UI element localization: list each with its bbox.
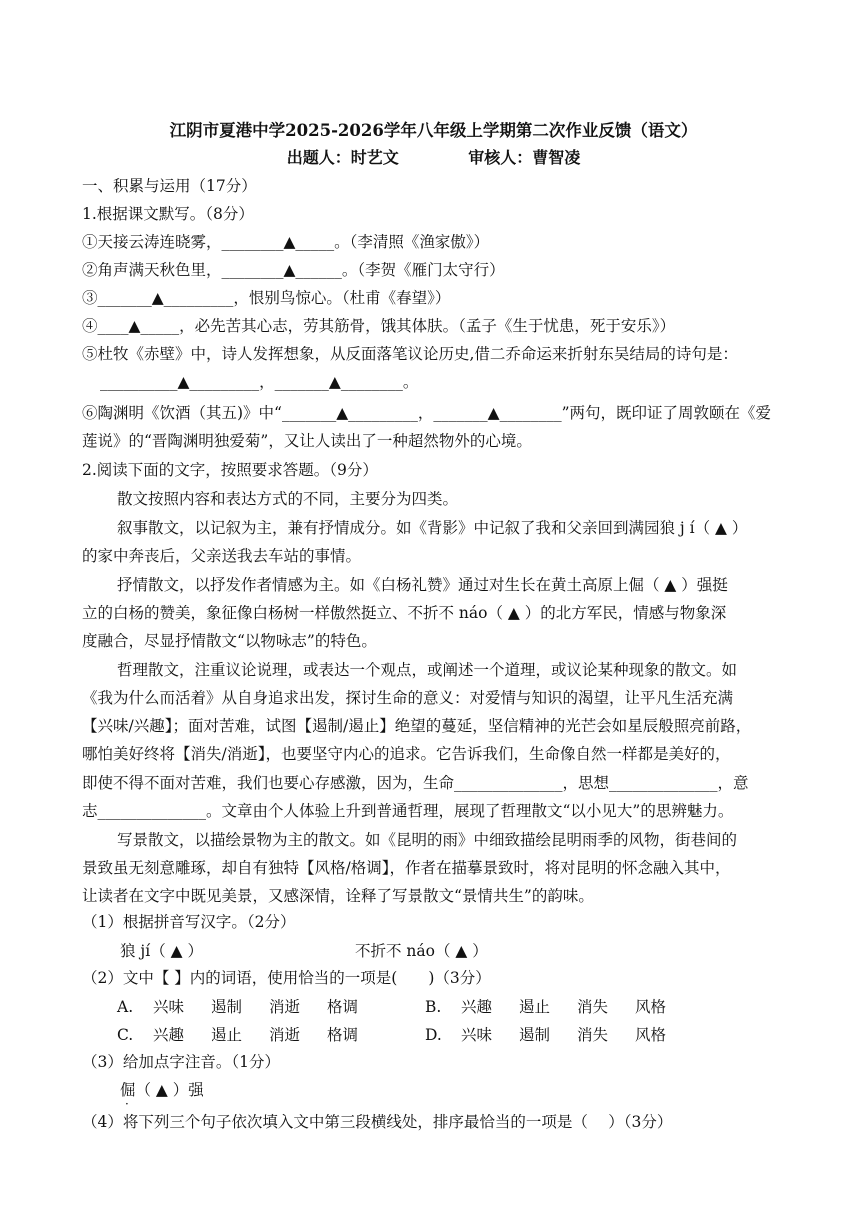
option-a-word-4: 格调 [327,998,359,1016]
sub4-heading: （4）将下列三个句子依次填入文中第三段横线处，排序最恰当的一项是（ ）（3分） [82,1113,673,1131]
sub2-heading: （2）文中【 】内的词语，使用恰当的一项是( )（3分） [82,969,491,987]
passage-line-10: 哪怕美好终将【消失/消逝】，也要坚守内心的追求。它告诉我们，生命像自然一样都是美好的， [82,745,731,763]
passage-line-9: 【兴味/兴趣】；面对苦难，试图【遏制/遏止】绝望的蔓延，坚信精神的光芒会如星辰般照亮前路， [82,717,752,735]
author-line [0,145,867,168]
q2-heading: 2.阅读下面的文字，按照要求答题。（9分） [82,461,378,479]
q1-item-6-cont: 莲说》的“晋陶渊明独爱菊”，又让人读出了一种超然物外的心境。 [82,432,532,450]
passage-line-14: 景致虽无刻意雕琢，却自有独特【风格/格调】，作者在描摹景致时，将对昆明的怀念融入其中， [82,859,731,877]
option-d-word-2: 遏制 [519,1026,551,1044]
passage-line-12: 志______________。文章由个人体验上升到普通哲理，展现了哲理散文“以小见大”的思辨魅力。 [82,802,734,820]
reviewer-text: 审核人：曹智凌 [468,148,581,167]
passage-line-8: 《我为什么而活着》从自身追求出发，探讨生命的意义：对爱情与知识的渴望，让平凡生活充满 [82,689,734,707]
option-c-word-1: 兴趣 [153,1026,185,1044]
q1-item-1: ①天接云涛连晓雾，________▲_____。（李清照《渔家傲》） [82,233,490,251]
passage-line-2: 叙事散文，以记叙为主，兼有抒情成分。如《背影》中记叙了我和父亲回到满园狼 j í（ ▲ ） [117,519,748,537]
sub2-options-row-1 [117,996,837,1018]
option-a-letter: A. [117,998,134,1016]
sub1-heading: （1）根据拼音写汉字。（2分） [82,913,296,931]
sub1-item-a: 狼 jí（ ▲ ） [120,942,203,960]
option-d-word-4: 风格 [635,1026,667,1044]
q1-item-6: ⑥陶渊明《饮酒（其五)》中“_______▲_________，_______▲________”两句，既印证了周敦颐在《爱 [82,404,771,422]
passage-line-5: 立的白杨的赞美，象征像白杨树一样傲然挺立、不折不 náo（ ▲ ）的北方军民，情感与物象深 [82,604,727,622]
section-heading: 一、积累与运用（17分） [82,177,257,195]
option-a-word-3: 消逝 [269,998,301,1016]
passage-line-6: 度融合，尽显抒情散文“以物咏志”的特色。 [82,632,377,650]
q1-item-3: ③_______▲_________，恨别鸟惊心。（杜甫《春望》） [82,289,451,307]
option-b-word-3: 消失 [577,998,609,1016]
passage-line-4: 抒情散文，以抒发作者情感为主。如《白杨礼赞》通过对生长在黄土高原上倔（ ▲ ）强挺 [117,576,728,594]
option-b-word-2: 遏止 [519,998,551,1016]
passage-line-15: 让读者在文字中既见美景，又感深情，诠释了写景散文“景情共生”的韵味。 [82,887,594,905]
passage-line-3: 的家中奔丧后，父亲送我去车站的事情。 [82,547,362,565]
q1-item-4: ④____▲_____，必先苦其心志，劳其筋骨，饿其体肤。（孟子《生于忧患，死于安乐》） [82,317,676,335]
sub1-item-b: 不折不 náo（ ▲ ） [355,942,488,960]
passage-line-7: 哲理散文，注重议论说理，或表达一个观点，或阐述一个道理，或议论某种现象的散文。如 [117,661,738,679]
q1-item-5: ⑤杜牧《赤壁》中，诗人发挥想象，从反面落笔议论历史,借二乔命运来折射东吴结局的诗句是： [82,345,738,363]
option-c-word-4: 格调 [327,1026,359,1044]
option-d-word-3: 消失 [577,1026,609,1044]
option-b-word-1: 兴趣 [461,998,493,1016]
option-a-word-1: 兴味 [153,998,185,1016]
q1-item-5-blanks: __________▲_________，_______▲________。 [100,373,419,391]
option-d-word-1: 兴味 [461,1026,493,1044]
sub2-options-row-2 [117,1024,837,1046]
page-title: 江阴市夏港中学2025-2026学年八年级上学期第二次作业反馈（语文） [169,121,698,140]
option-b-word-4: 风格 [635,998,667,1016]
passage-line-11: 即使不得不面对苦难，我们也要心存感激，因为，生命______________，思想______________，意 [82,774,749,792]
option-a-word-2: 遏制 [211,998,243,1016]
passage-line-13: 写景散文，以描绘景物为主的散文。如《昆明的雨》中细致描绘昆明雨季的风物，街巷间的 [117,831,738,849]
setter-text: 出题人：时艺文 [286,148,399,167]
passage-line-1: 散文按照内容和表达方式的不同，主要分为四类。 [117,490,459,508]
option-d-letter: D. [425,1026,442,1044]
option-b-letter: B. [425,998,442,1016]
option-c-word-3: 消逝 [269,1026,301,1044]
sub3-item: 倔（ ▲ ）强 [120,1081,204,1099]
option-c-letter: C. [117,1026,134,1044]
emphasis-dot-icon: · [125,1097,129,1111]
q1-heading: 1.根据课文默写。（8分） [82,205,254,223]
sub3-heading: （3）给加点字注音。（1分） [82,1053,280,1071]
q1-item-2: ②角声满天秋色里，________▲______。（李贺《雁门太守行） [82,261,505,279]
option-c-word-2: 遏止 [211,1026,243,1044]
